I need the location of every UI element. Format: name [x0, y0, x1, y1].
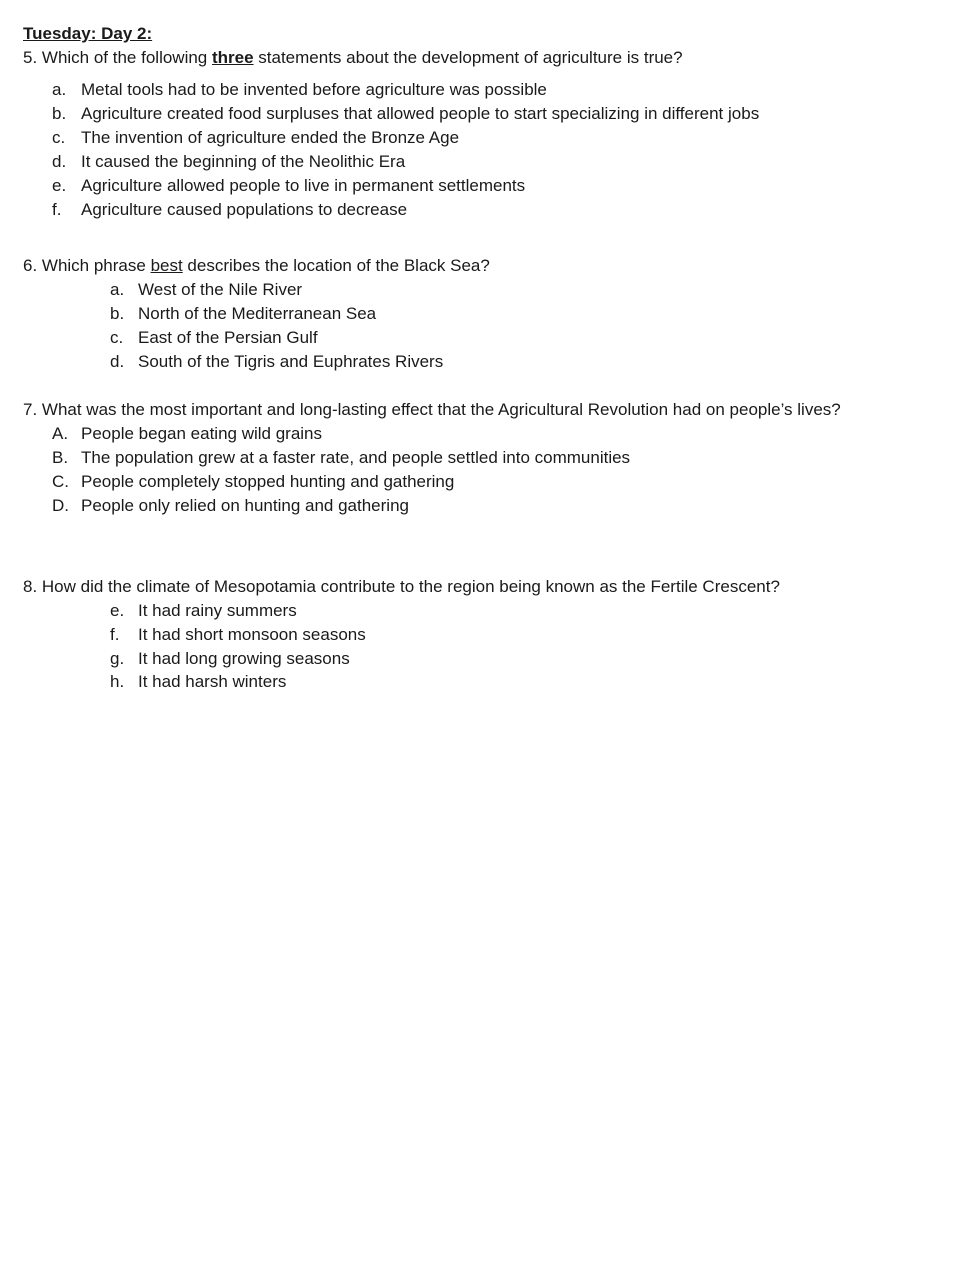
option-letter: D.	[52, 496, 69, 515]
question-8: 8. How did the climate of Mesopotamia contribute to the region being known as the Fertile Crescent?	[23, 577, 780, 596]
option-letter: e.	[110, 601, 125, 620]
option-letter: e.	[52, 176, 67, 195]
question-5-pre: 5. Which of the following	[23, 48, 212, 67]
option-letter: g.	[110, 649, 125, 668]
option-letter: f.	[110, 625, 120, 644]
option-text: It had rainy summers	[138, 601, 297, 620]
option-letter: d.	[110, 352, 125, 371]
option-letter: a.	[110, 280, 125, 299]
option-letter: f.	[52, 200, 62, 219]
option-text: North of the Mediterranean Sea	[138, 304, 377, 323]
option-text: People only relied on hunting and gathering	[81, 496, 409, 515]
question-5	[23, 48, 683, 68]
option-text: It caused the beginning of the Neolithic Era	[81, 152, 406, 171]
option-text: West of the Nile River	[138, 280, 303, 299]
question-5-emphasis: three	[211, 48, 254, 67]
question-6-post: describes the location of the Black Sea?	[182, 256, 490, 275]
option-letter: h.	[110, 672, 125, 691]
option-text: The invention of agriculture ended the Bronze Age	[81, 128, 460, 147]
option-text: East of the Persian Gulf	[138, 328, 318, 347]
question-6	[23, 256, 490, 276]
option-text: Agriculture allowed people to live in permanent settlements	[81, 176, 526, 195]
page-heading: Tuesday: Day 2:	[23, 24, 153, 43]
option-text: The population grew at a faster rate, and people settled into communities	[81, 448, 631, 467]
option-letter: c.	[52, 128, 66, 147]
option-text: People completely stopped hunting and gathering	[81, 472, 455, 491]
option-text: Metal tools had to be invented before agriculture was possible	[81, 80, 547, 99]
option-letter: d.	[52, 152, 67, 171]
option-text: People began eating wild grains	[81, 424, 323, 443]
option-text: It had short monsoon seasons	[138, 625, 366, 644]
question-7: 7. What was the most important and long-lasting effect that the Agricultural Revolution had on people’s lives?	[23, 400, 841, 419]
option-letter: c.	[110, 328, 124, 347]
option-letter: C.	[52, 472, 69, 491]
option-letter: B.	[52, 448, 69, 467]
question-5-post: statements about the development of agriculture is true?	[253, 48, 683, 67]
option-text: South of the Tigris and Euphrates Rivers	[138, 352, 444, 371]
option-text: It had long growing seasons	[138, 649, 350, 668]
option-letter: a.	[52, 80, 67, 99]
option-text: Agriculture caused populations to decrease	[81, 200, 408, 219]
option-letter: A.	[52, 424, 69, 443]
question-6-pre: 6. Which phrase	[23, 256, 151, 275]
option-letter: b.	[110, 304, 125, 323]
question-6-emphasis: best	[150, 256, 183, 275]
option-text: It had harsh winters	[138, 672, 287, 691]
option-text: Agriculture created food surpluses that allowed people to start specializing in different jobs	[81, 104, 760, 123]
option-letter: b.	[52, 104, 67, 123]
